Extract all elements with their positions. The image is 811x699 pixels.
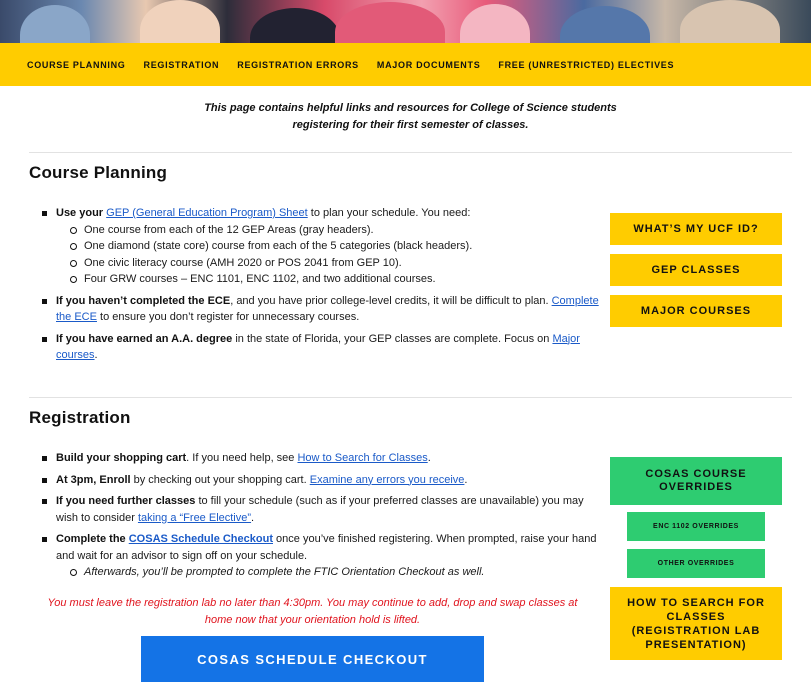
list-item	[40, 293, 600, 326]
list-item	[40, 450, 600, 467]
item-text: .	[94, 349, 98, 361]
nav-registration[interactable]: REGISTRATION	[143, 59, 220, 70]
how-to-search-button[interactable]: HOW TO SEARCH FOR CLASSES (REGISTRATION LAB PRESENTATION)	[610, 587, 782, 660]
ucf-id-button[interactable]: WHAT’S MY UCF ID?	[610, 213, 782, 245]
nav-registration-errors[interactable]: REGISTRATION ERRORS	[237, 59, 359, 70]
gep-sheet-link[interactable]: GEP (General Education Program) Sheet	[106, 207, 308, 219]
examine-errors-link[interactable]: Examine any errors you receive	[309, 473, 465, 486]
cosas-course-overrides-button[interactable]: COSAS COURSE OVERRIDES	[610, 457, 782, 505]
nav-major-documents[interactable]: MAJOR DOCUMENTS	[376, 59, 481, 70]
list-item	[40, 472, 600, 489]
intro-line-1: This page contains helpful links and resources for College of Science students	[204, 102, 617, 114]
item-bold: If you haven’t completed the ECE	[56, 294, 231, 307]
other-overrides-button[interactable]: OTHER OVERRIDES	[627, 549, 765, 578]
top-nav	[0, 43, 811, 86]
item-text: in the state of Florida, your GEP classes are complete. Focus on	[232, 332, 553, 345]
item-text: .	[251, 511, 255, 524]
item-text: , and you have prior college-level credits, it will be difficult to plan.	[230, 294, 552, 307]
sub-list-item: Afterwards, you’ll be prompted to complete the FTIC Orientation Checkout as well.	[56, 564, 600, 581]
sub-list-item: One course from each of the 12 GEP Areas (gray headers).	[56, 222, 600, 239]
list-item	[40, 493, 600, 526]
registration-content	[40, 450, 600, 586]
enc-1102-overrides-button[interactable]: ENC 1102 OVERRIDES	[627, 512, 765, 541]
divider	[29, 152, 792, 153]
item-bold: If you need further classes	[56, 495, 196, 507]
course-planning-content	[40, 205, 600, 369]
complete-ece-link[interactable]: Complete the ECE	[56, 294, 599, 323]
section-title-course-planning: Course Planning	[29, 163, 168, 182]
sub-list-item: One diamond (state core) course from each of the 5 categories (black headers).	[56, 238, 600, 255]
list-item	[40, 331, 600, 364]
item-bold: Build your shopping cart	[56, 452, 187, 464]
divider	[29, 397, 792, 398]
item-text: to ensure you don’t register for unnecessary courses.	[96, 311, 360, 323]
item-bold: Use your	[56, 207, 107, 219]
item-text: . If you need help, see	[186, 452, 298, 464]
major-courses-link[interactable]: Major courses	[56, 332, 580, 361]
cosas-schedule-checkout-button[interactable]: COSAS SCHEDULE CHECKOUT	[141, 636, 484, 682]
free-elective-link[interactable]: taking a “Free Elective”	[137, 511, 252, 524]
warning-text: You must leave the registration lab no later than 4:30pm. You may continue to add, drop and swap classes at home now that your orientation hold is lifted.	[47, 597, 578, 626]
gep-classes-button[interactable]: GEP CLASSES	[610, 254, 782, 286]
list-item	[40, 205, 600, 288]
item-text: to fill your schedule (such as if your preferred classes are unavailable) you may wish to consider	[56, 495, 584, 524]
item-bold: If you have earned an A.A. degree	[56, 332, 233, 345]
item-text: .	[427, 452, 431, 464]
nav-free-electives[interactable]: FREE (UNRESTRICTED) ELECTIVES	[498, 59, 675, 70]
item-text: .	[464, 473, 468, 486]
section-title-registration: Registration	[29, 408, 131, 427]
item-text: once you’ve finished registering. When prompted, raise your hand and wait for an advisor to sign off on your schedule.	[56, 533, 597, 562]
list-item	[40, 531, 600, 581]
nav-course-planning[interactable]: COURSE PLANNING	[27, 59, 126, 70]
intro-text	[29, 100, 792, 134]
intro-line-2: registering for their first semester of classes.	[292, 119, 529, 131]
search-classes-link[interactable]: How to Search for Classes	[297, 452, 428, 464]
item-text: to plan your schedule. You need:	[307, 207, 471, 219]
item-bold: At 3pm, Enroll	[56, 473, 131, 486]
item-bold: Complete the	[56, 533, 129, 545]
sub-list-item: Four GRW courses – ENC 1101, ENC 1102, and two additional courses.	[56, 271, 600, 288]
major-courses-button[interactable]: MAJOR COURSES	[610, 295, 782, 327]
cosas-checkout-link[interactable]: COSAS Schedule Checkout	[128, 533, 273, 545]
sub-list-item: One civic literacy course (AMH 2020 or POS 2041 from GEP 10).	[56, 255, 600, 272]
hero-image	[0, 0, 811, 43]
item-text: by checking out your shopping cart.	[130, 473, 310, 486]
